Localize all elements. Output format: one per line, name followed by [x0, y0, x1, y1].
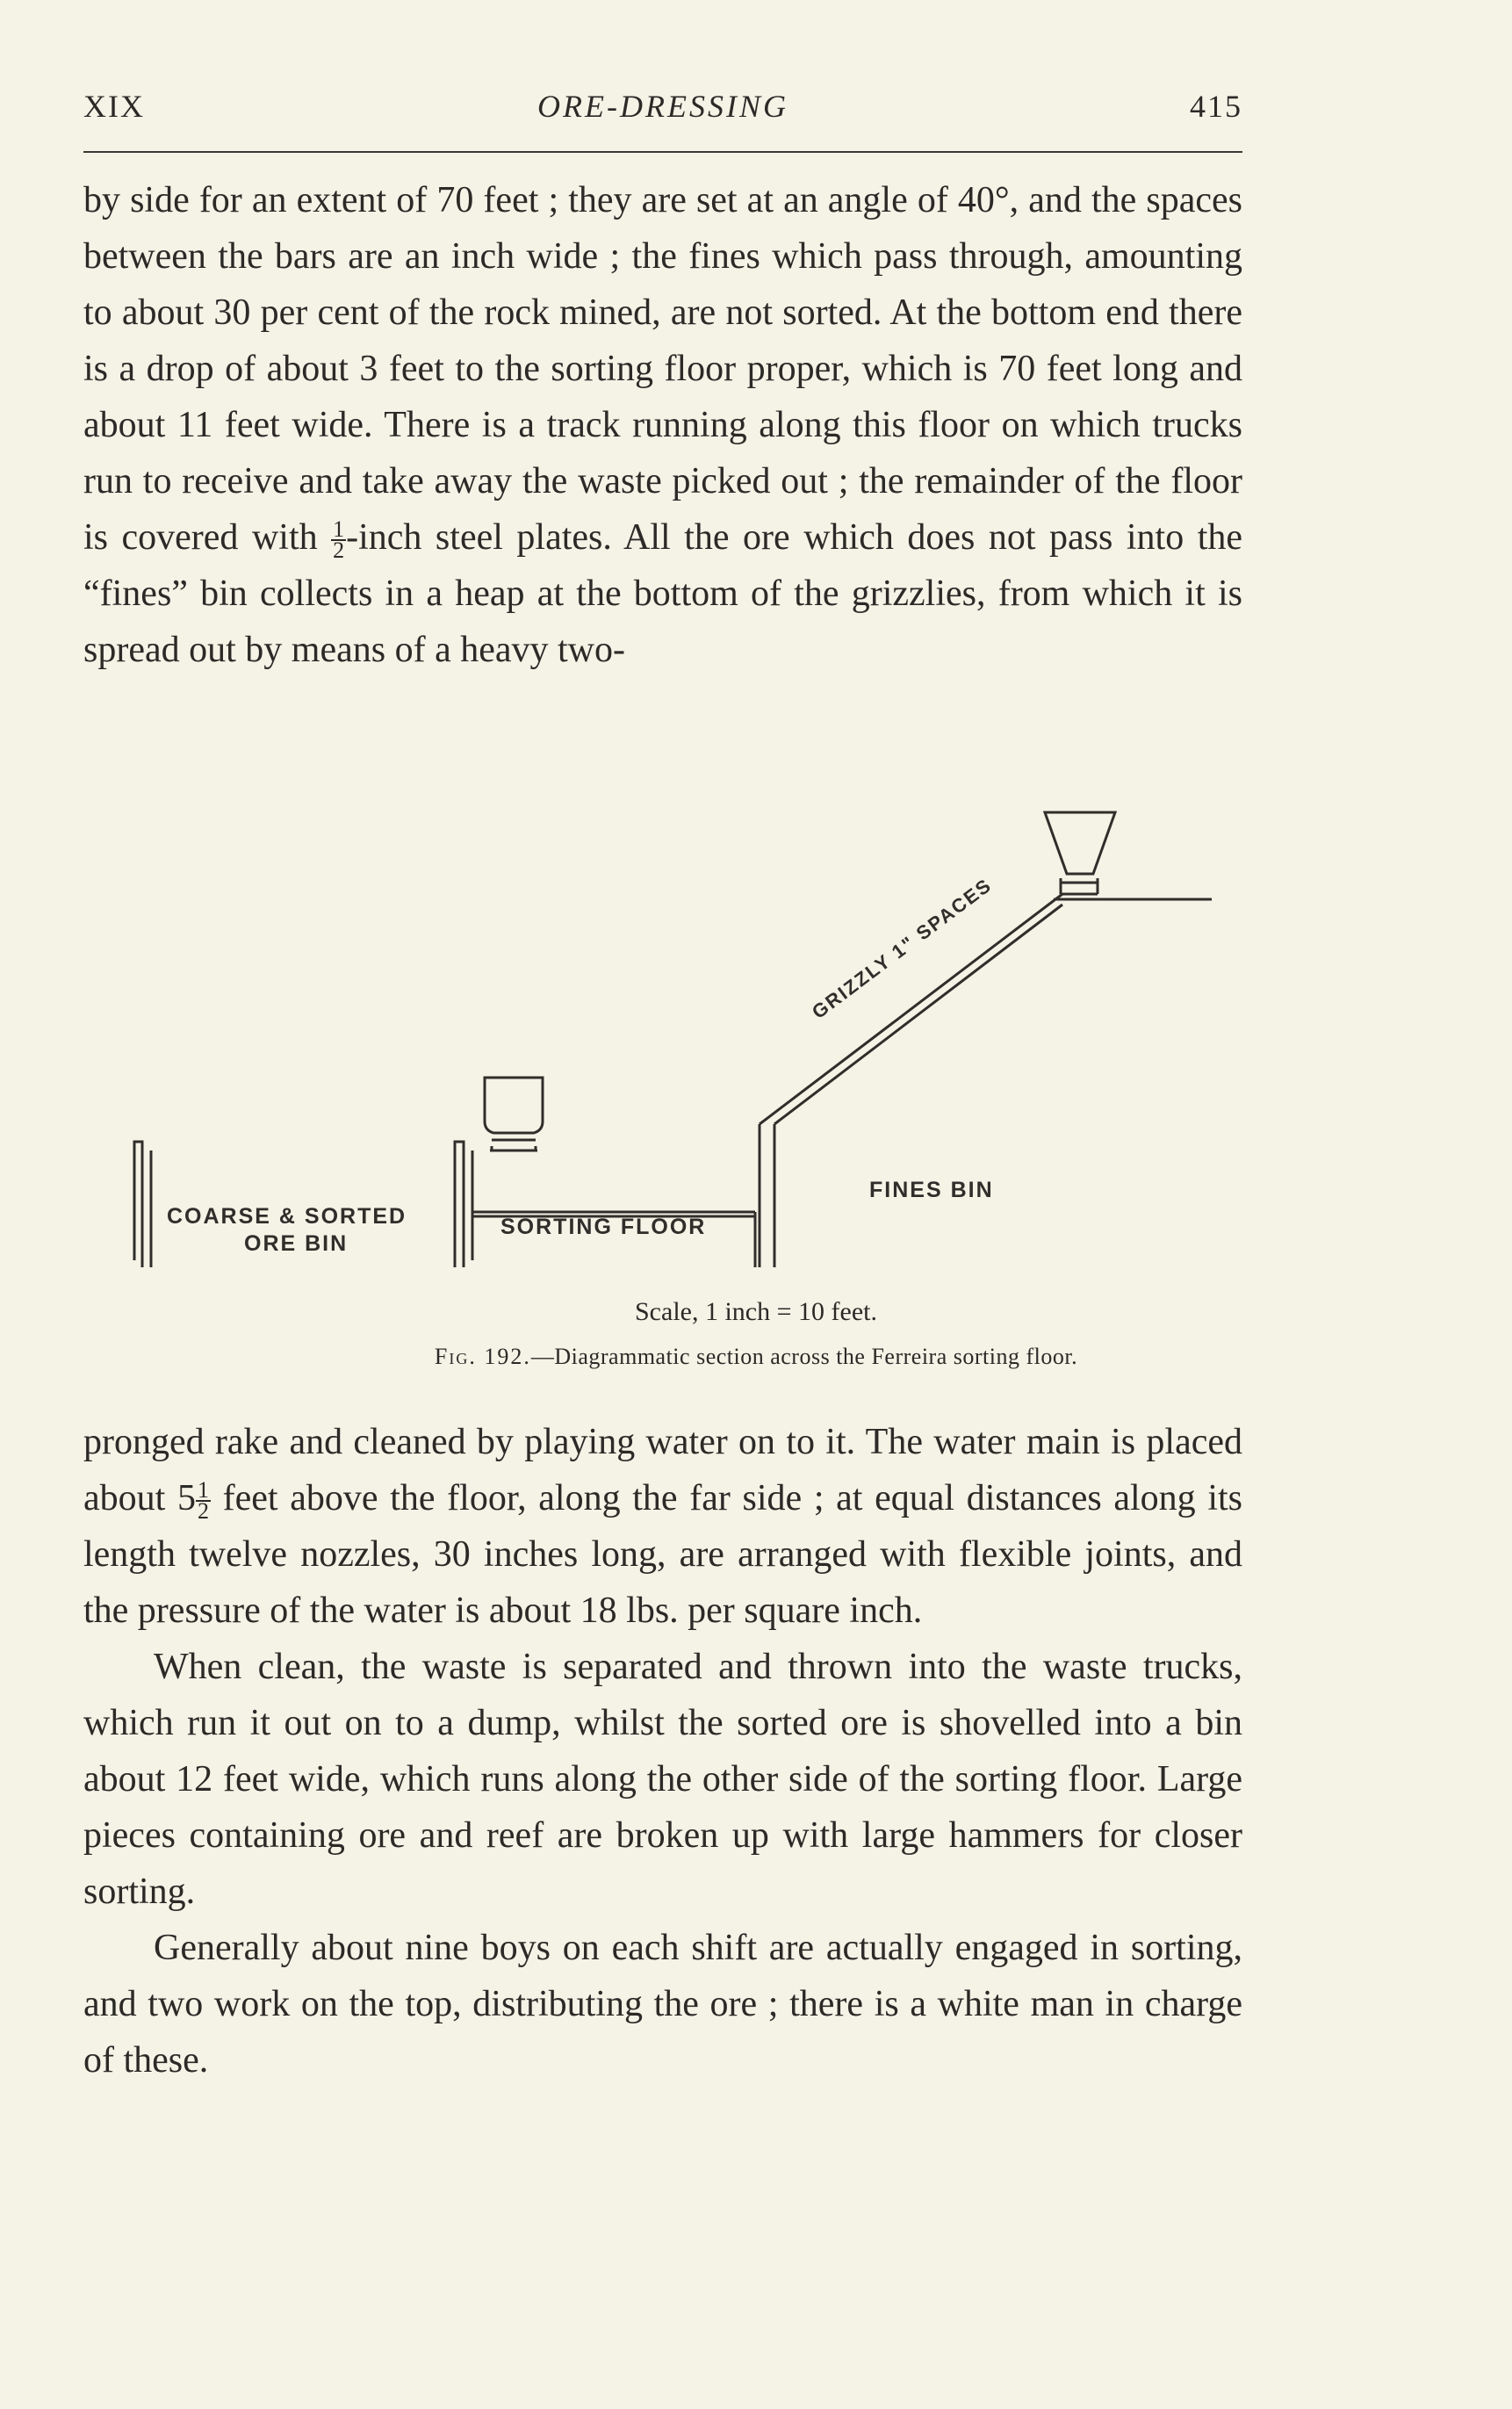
ore-bin-left-wall [134, 1142, 142, 1267]
fraction-half [331, 516, 346, 564]
paragraph-1-part-1: by side for an extent of 70 feet ; they are set at an angle of 40°, and the spaces between the bars are an inch wide ; the fines which pass through, amounting to about 30 per cent of the rock mined, are not sorted. At the bottom end there is a drop of about 3 feet to the sorting floor proper, which is 70 feet long and about 11 feet wide. There is a track running along this floor on which trucks run to receive and take away the waste picked out ; the remainder of the floor is covered with [83, 180, 1242, 558]
text-after-figure [83, 1414, 1242, 2088]
caption-figure-number: Fig. 192. [434, 1344, 531, 1369]
page-number: 415 [1190, 89, 1242, 124]
paragraph-1-part-2: -inch steel plates. All the ore which does not pass into the “fines” bin collects in a heap at the bottom of the grizzlies, from which it is spread out by means of a heavy two- [83, 517, 1243, 670]
coarse-ore-bin-label-1: COARSE & SORTED [167, 1204, 407, 1229]
fraction-denominator: 2 [333, 537, 345, 564]
paragraph-2-part-2: feet above the floor, along the far side ; at equal distances along its length twelve nozzles, 30 inches long, are arranged with flexible joints, and the pressure of the water is about 18 lbs. per square inch. [83, 1478, 1243, 1631]
running-header [83, 88, 1242, 132]
paragraph-4: Generally about nine boys on each shift are actually engaged in sorting, and two work on the top, distributing the ore ; there is a white man in charge of these. [83, 1928, 1242, 2081]
tipping-hopper [1045, 812, 1115, 874]
fraction-half-2 [196, 1477, 211, 1525]
figure-192-diagram [123, 795, 1238, 1287]
grizzly-label: GRIZZLY 1" SPACES [808, 873, 997, 1023]
figure-caption [0, 1344, 1512, 1370]
paragraph-1 [83, 172, 1242, 678]
sorting-floor-label: SORTING FLOOR [500, 1215, 707, 1239]
fines-bin-label: FINES BIN [869, 1178, 994, 1202]
paragraph-2-part-1: pronged rake and cleaned by playing water on to it. The water main is placed about 5 [83, 1422, 1242, 1518]
running-title: ORE-DRESSING [537, 89, 788, 124]
fraction-numerator-2: 1 [197, 1477, 209, 1504]
coarse-ore-bin-label-2: ORE BIN [244, 1231, 349, 1256]
paragraph-3: When clean, the waste is separated and thrown into the waste trucks, which run it out on to a dump, whilst the sorted ore is shovelled into a bin about 12 feet wide, which runs along the other side of the sorting floor. Large pieces containing ore and reef are broken up with large hammers for closer sorting. [83, 1647, 1242, 1912]
figure-scale: Scale, 1 inch = 10 feet. [635, 1297, 877, 1326]
waste-truck [485, 1078, 543, 1133]
fraction-numerator: 1 [333, 516, 345, 543]
caption-text: —Diagrammatic section across the Ferreira sorting floor. [530, 1344, 1078, 1369]
chapter-number: XIX [83, 89, 145, 124]
header-rule [83, 151, 1242, 153]
fraction-denominator-2: 2 [197, 1498, 209, 1525]
